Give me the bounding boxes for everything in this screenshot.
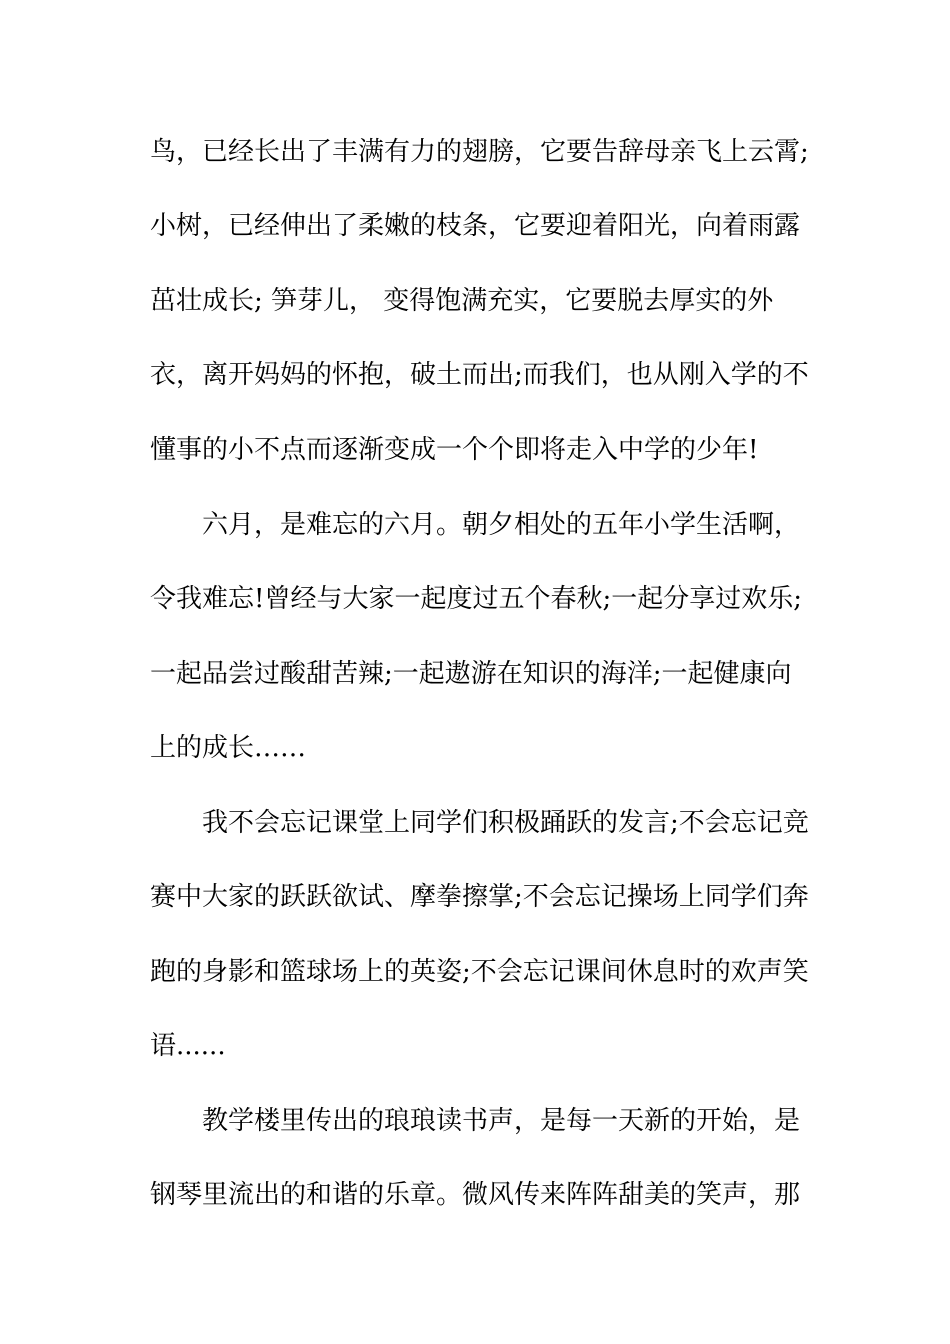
text-line: 语...... (150, 1031, 226, 1061)
text-line: 令我难忘!曾经与大家一起度过五个春秋;一起分享过欢乐; (150, 584, 802, 614)
text-line: 茁壮成长; 笋芽儿， 变得饱满充实，它要脱去厚实的外 (150, 286, 774, 316)
text-line: 鸟，已经长出了丰满有力的翅膀，它要告辞母亲飞上云霄; (150, 137, 809, 167)
text-line: 上的成长…… (150, 733, 307, 763)
text-line: 衣，离开妈妈的怀抱，破土而出;而我们，也从刚入学的不 (150, 360, 809, 390)
paragraph-first-line: 我不会忘记课堂上同学们积极踊跃的发言;不会忘记竞 (202, 808, 809, 838)
text-line: 跑的身影和篮球场上的英姿;不会忘记课间休息时的欢声笑 (150, 957, 809, 987)
text-line: 赛中大家的跃跃欲试、摩拳擦掌;不会忘记操场上同学们奔 (150, 882, 809, 912)
text-line: 小树，已经伸出了柔嫩的枝条，它要迎着阳光，向着雨露 (150, 211, 801, 241)
paragraph-first-line: 六月，是难忘的六月。朝夕相处的五年小学生活啊， (202, 510, 801, 540)
text-line: 一起品尝过酸甜苦辣;一起遨游在知识的海洋;一起健康向 (150, 659, 792, 689)
text-line: 懂事的小不点而逐渐变成一个个即将走入中学的少年! (150, 435, 759, 465)
paragraph-first-line: 教学楼里传出的琅琅读书声，是每一天新的开始，是 (202, 1106, 801, 1136)
text-line: 钢琴里流出的和谐的乐章。微风传来阵阵甜美的笑声，那 (150, 1180, 801, 1210)
